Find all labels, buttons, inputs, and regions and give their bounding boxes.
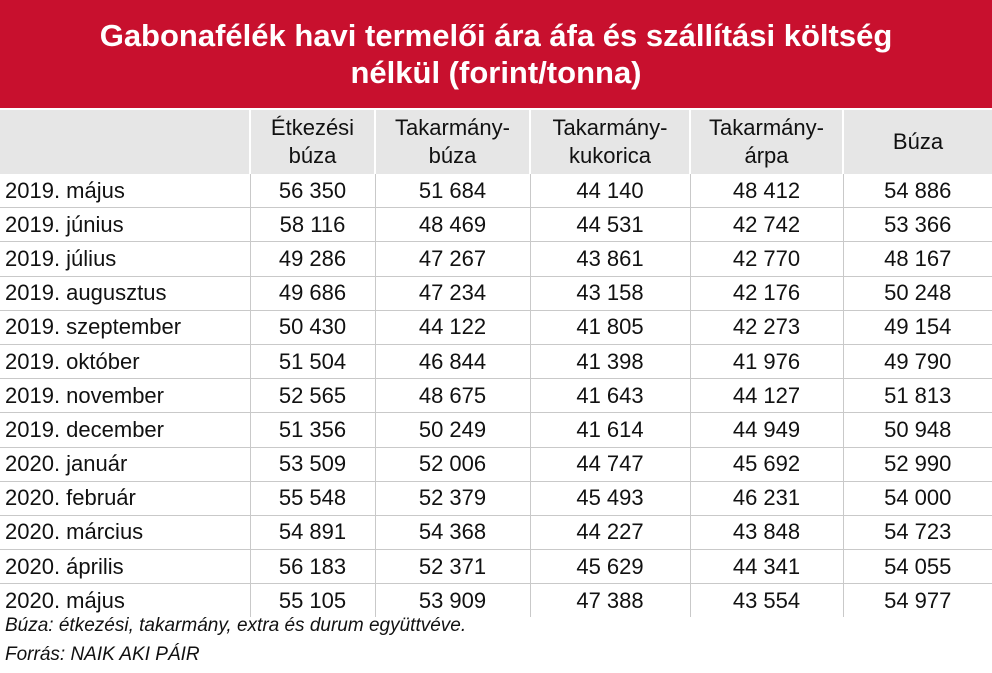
value-cell: 48 167 — [843, 242, 992, 276]
column-header-line-1: Búza — [892, 129, 944, 154]
column-header — [843, 110, 992, 174]
period-cell: 2019. november — [0, 379, 250, 413]
value-cell: 52 565 — [250, 379, 375, 413]
column-header — [0, 110, 250, 174]
column-header — [375, 110, 530, 174]
value-cell: 51 504 — [250, 344, 375, 378]
value-cell: 52 371 — [375, 550, 530, 584]
value-cell: 56 350 — [250, 174, 375, 208]
value-cell: 45 629 — [530, 550, 690, 584]
value-cell: 46 844 — [375, 344, 530, 378]
value-cell: 44 531 — [530, 208, 690, 242]
value-cell: 44 949 — [690, 413, 843, 447]
column-header — [690, 110, 843, 174]
value-cell: 51 813 — [843, 379, 992, 413]
table-row — [0, 515, 992, 549]
value-cell: 49 686 — [250, 276, 375, 310]
value-cell: 54 886 — [843, 174, 992, 208]
period-cell: 2020. január — [0, 447, 250, 481]
value-cell: 54 000 — [843, 481, 992, 515]
footnote — [5, 611, 985, 669]
table-header — [0, 110, 992, 174]
period-cell: 2019. december — [0, 413, 250, 447]
value-cell: 43 861 — [530, 242, 690, 276]
value-cell: 48 469 — [375, 208, 530, 242]
value-cell: 56 183 — [250, 550, 375, 584]
value-cell: 44 227 — [530, 515, 690, 549]
value-cell: 54 055 — [843, 550, 992, 584]
value-cell: 58 116 — [250, 208, 375, 242]
value-cell: 54 977 — [843, 584, 992, 618]
column-header-line-2: kukorica — [569, 143, 651, 168]
price-table — [0, 110, 992, 617]
value-cell: 43 158 — [530, 276, 690, 310]
column-header — [250, 110, 375, 174]
value-cell: 52 990 — [843, 447, 992, 481]
table-row — [0, 174, 992, 208]
value-cell: 51 684 — [375, 174, 530, 208]
value-cell: 54 723 — [843, 515, 992, 549]
value-cell: 45 692 — [690, 447, 843, 481]
table-row — [0, 310, 992, 344]
value-cell: 41 643 — [530, 379, 690, 413]
value-cell: 54 891 — [250, 515, 375, 549]
period-cell: 2019. július — [0, 242, 250, 276]
value-cell: 48 675 — [375, 379, 530, 413]
value-cell: 44 747 — [530, 447, 690, 481]
value-cell: 43 554 — [690, 584, 843, 618]
value-cell: 42 273 — [690, 310, 843, 344]
table-row — [0, 550, 992, 584]
value-cell: 44 122 — [375, 310, 530, 344]
period-cell: 2019. augusztus — [0, 276, 250, 310]
table-row — [0, 481, 992, 515]
value-cell: 49 286 — [250, 242, 375, 276]
period-cell: 2019. június — [0, 208, 250, 242]
period-cell: 2019. október — [0, 344, 250, 378]
value-cell: 45 493 — [530, 481, 690, 515]
value-cell: 41 976 — [690, 344, 843, 378]
column-header — [530, 110, 690, 174]
period-cell: 2020. május — [0, 584, 250, 618]
value-cell: 55 548 — [250, 481, 375, 515]
value-cell: 51 356 — [250, 413, 375, 447]
value-cell: 47 234 — [375, 276, 530, 310]
period-cell: 2020. április — [0, 550, 250, 584]
column-header-line-1: Takarmány- — [552, 115, 668, 140]
value-cell: 49 154 — [843, 310, 992, 344]
table-row — [0, 208, 992, 242]
table-row — [0, 344, 992, 378]
column-header-line-1: Takarmány- — [709, 115, 824, 140]
column-header-line-2: búza — [428, 143, 477, 168]
value-cell: 46 231 — [690, 481, 843, 515]
title-line-2: nélkül (forint/tonna) — [350, 55, 642, 90]
value-cell: 44 127 — [690, 379, 843, 413]
value-cell: 41 805 — [530, 310, 690, 344]
value-cell: 53 909 — [375, 584, 530, 618]
column-header-line-2: árpa — [744, 143, 789, 168]
table-row — [0, 242, 992, 276]
value-cell: 43 848 — [690, 515, 843, 549]
table-body — [0, 174, 992, 617]
value-cell: 44 341 — [690, 550, 843, 584]
footnote-definition: Búza: étkezési, takarmány, extra és durum együttvéve. — [5, 615, 467, 636]
value-cell: 42 176 — [690, 276, 843, 310]
table-row — [0, 413, 992, 447]
value-cell: 49 790 — [843, 344, 992, 378]
value-cell: 42 770 — [690, 242, 843, 276]
title-bar — [0, 0, 992, 108]
period-cell: 2019. május — [5, 177, 125, 203]
column-header-line-1: Étkezési — [270, 115, 355, 140]
value-cell: 41 614 — [530, 413, 690, 447]
value-cell: 55 105 — [250, 584, 375, 618]
table-row — [0, 447, 992, 481]
value-cell: 41 398 — [530, 344, 690, 378]
value-cell: 52 379 — [375, 481, 530, 515]
value-cell: 48 412 — [690, 174, 843, 208]
value-cell: 47 388 — [530, 584, 690, 618]
value-cell: 44 140 — [530, 174, 690, 208]
value-cell: 50 249 — [375, 413, 530, 447]
value-cell: 54 368 — [375, 515, 530, 549]
header-row — [0, 110, 992, 174]
table-row — [0, 379, 992, 413]
column-header-line-2: búza — [288, 143, 337, 168]
period-cell: 2020. február — [0, 481, 250, 515]
column-header-line-1: Takarmány- — [395, 115, 510, 140]
table-row — [0, 276, 992, 310]
value-cell: 50 248 — [843, 276, 992, 310]
value-cell: 52 006 — [375, 447, 530, 481]
title-line-1: Gabonafélék havi termelői ára áfa és szállítási költség — [99, 18, 893, 53]
footnote-source: Forrás: NAIK AKI PÁIR — [5, 644, 200, 665]
value-cell: 50 948 — [843, 413, 992, 447]
period-cell: 2019. szeptember — [0, 310, 250, 344]
value-cell: 53 366 — [843, 208, 992, 242]
period-cell: 2020. március — [0, 515, 250, 549]
value-cell: 42 742 — [690, 208, 843, 242]
value-cell: 47 267 — [375, 242, 530, 276]
value-cell: 53 509 — [250, 447, 375, 481]
value-cell: 50 430 — [250, 310, 375, 344]
